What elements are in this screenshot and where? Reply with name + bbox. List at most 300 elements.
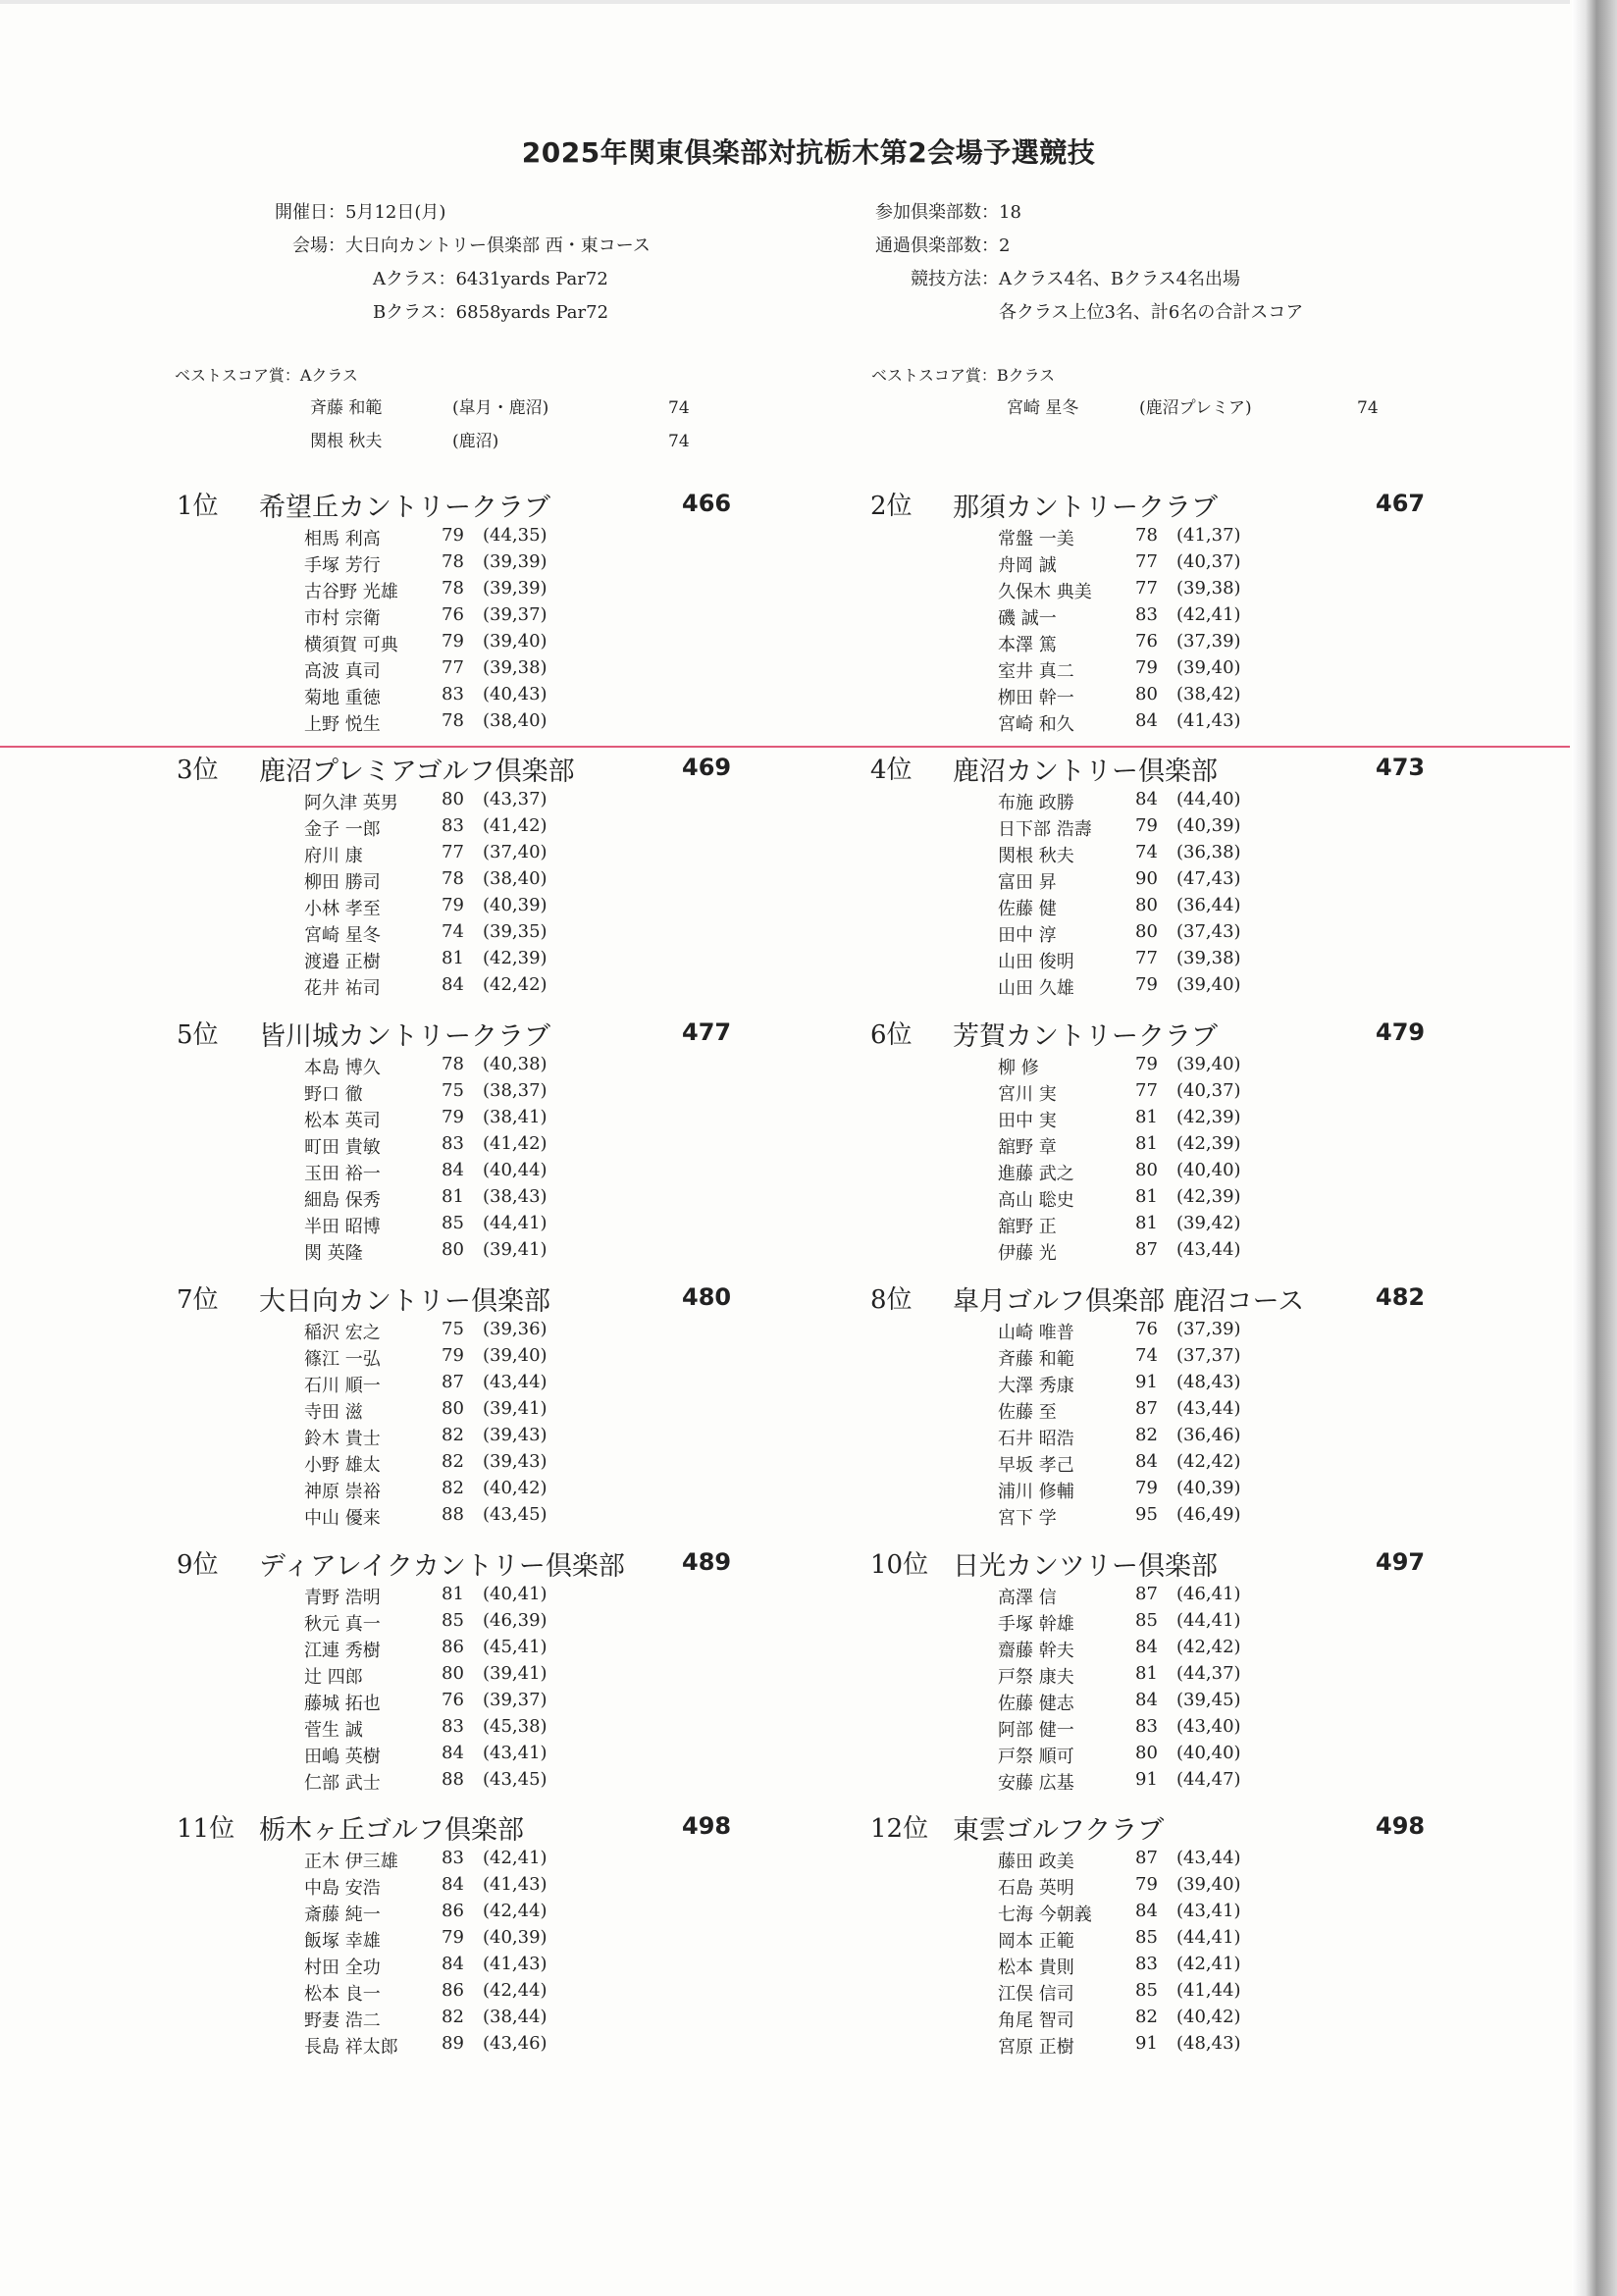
player-name: 阿部 健一 (998, 1720, 1074, 1741)
player-halves: (43,45) (483, 1504, 548, 1525)
player-row (870, 1874, 1557, 1901)
club-name: 鹿沼プレミアゴルフ倶楽部 (259, 757, 575, 787)
player-halves: (40,42) (1176, 2007, 1241, 2027)
player-row (177, 1927, 863, 1954)
player-row (870, 1663, 1557, 1690)
player-name: 手塚 幹雄 (998, 1614, 1074, 1635)
player-row (177, 2007, 863, 2033)
club-rank: 10位 (870, 1550, 929, 1580)
player-name: 栁田 幹一 (998, 688, 1074, 708)
player-halves: (39,43) (483, 1425, 548, 1445)
player-score: 74 (1357, 398, 1379, 418)
player-halves: (39,40) (483, 631, 548, 652)
player-name: 半田 昭博 (304, 1217, 381, 1237)
club-total: 482 (1376, 1283, 1426, 1311)
player-row (177, 1425, 863, 1451)
player-row (177, 551, 863, 578)
player-row (177, 789, 863, 815)
club-header (870, 486, 1557, 525)
club-total: 489 (682, 1548, 732, 1576)
player-name: 佐藤 健志 (998, 1694, 1074, 1714)
player-row (870, 1107, 1557, 1133)
player-row (177, 1504, 863, 1531)
player-halves: (39,38) (483, 657, 548, 678)
player-row (870, 604, 1557, 631)
player-score: 77 (1135, 578, 1158, 599)
club-rank: 6位 (870, 1020, 913, 1050)
info-value: Bクラス：6858yards Par72 (373, 302, 609, 323)
player-score: 83 (442, 1848, 464, 1868)
player-row (177, 1901, 863, 1927)
player-score: 85 (1135, 1927, 1158, 1948)
player-score: 74 (668, 432, 690, 451)
player-halves: (39,41) (483, 1239, 548, 1260)
player-name: 石井 昭浩 (998, 1429, 1074, 1449)
player-score: 74 (1135, 1345, 1158, 1366)
player-halves: (43,40) (1176, 1716, 1241, 1737)
player-halves: (42,41) (483, 1848, 548, 1868)
player-row (177, 1980, 863, 2007)
info-value: 5月12日(月) (345, 202, 446, 223)
player-halves: (46,41) (1176, 1584, 1241, 1604)
player-halves: (43,44) (483, 1372, 548, 1392)
club-name: 大日向カントリー倶楽部 (259, 1286, 550, 1317)
player-row (177, 1874, 863, 1901)
player-score: 83 (442, 815, 464, 836)
player-name: 常盤 一美 (998, 529, 1074, 549)
player-score: 78 (442, 551, 464, 572)
player-row (177, 1954, 863, 1980)
player-row (177, 1478, 863, 1504)
player-name: 戸祭 康夫 (998, 1667, 1074, 1688)
player-score: 84 (1135, 789, 1158, 809)
player-score: 79 (1135, 1478, 1158, 1498)
player-score: 85 (1135, 1610, 1158, 1631)
club-block (177, 1279, 863, 1531)
player-halves: (44,41) (1176, 1610, 1241, 1631)
player-score: 82 (442, 1451, 464, 1472)
player-row (177, 1186, 863, 1213)
player-row (177, 1848, 863, 1874)
club-total: 498 (682, 1812, 732, 1840)
player-halves: (42,44) (483, 1901, 548, 1921)
player-halves: (40,37) (1176, 551, 1241, 572)
player-halves: (42,42) (483, 974, 548, 995)
player-halves: (41,43) (483, 1954, 548, 1974)
player-row (177, 815, 863, 842)
player-score: 89 (442, 2033, 464, 2054)
player-name: 舟岡 誠 (998, 555, 1057, 576)
player-row (177, 684, 863, 710)
player-score: 91 (1135, 1372, 1158, 1392)
club-header (870, 1015, 1557, 1054)
player-row (177, 1769, 863, 1796)
player-halves: (38,43) (483, 1186, 548, 1207)
club-header (870, 1544, 1557, 1584)
player-row (870, 921, 1557, 948)
player-score: 74 (1135, 842, 1158, 862)
player-name: 江連 秀樹 (304, 1641, 381, 1661)
player-halves: (42,39) (1176, 1107, 1241, 1127)
player-name: 野口 徹 (304, 1084, 363, 1105)
player-row (870, 1769, 1557, 1796)
info-value: 大日向カントリー倶楽部 西・東コース (345, 235, 651, 256)
player-score: 77 (1135, 551, 1158, 572)
player-score: 80 (1135, 684, 1158, 704)
player-score: 74 (442, 921, 464, 942)
player-name: 仁部 武士 (304, 1773, 381, 1794)
player-name: 舘野 章 (998, 1137, 1057, 1158)
player-row (870, 2033, 1557, 2060)
player-row (177, 948, 863, 974)
player-score: 88 (442, 1504, 464, 1525)
player-halves: (43,44) (1176, 1398, 1241, 1419)
player-score: 88 (442, 1769, 464, 1790)
player-row (177, 1398, 863, 1425)
player-score: 81 (442, 948, 464, 968)
player-halves: (40,37) (1176, 1080, 1241, 1101)
player-club: (皐月・鹿沼) (452, 398, 549, 418)
player-score: 80 (1135, 921, 1158, 942)
player-halves: (39,38) (1176, 578, 1241, 599)
player-name: 本島 博久 (304, 1058, 381, 1078)
player-row (870, 2007, 1557, 2033)
club-rank: 7位 (177, 1285, 219, 1315)
player-halves: (43,41) (483, 1743, 548, 1763)
club-block (177, 1544, 863, 1796)
club-name: 鹿沼カントリー倶楽部 (953, 757, 1218, 787)
player-score: 87 (1135, 1584, 1158, 1604)
player-name: 篠江 一弘 (304, 1349, 381, 1370)
player-row (177, 1107, 863, 1133)
club-name: 那須カントリークラブ (953, 493, 1218, 523)
player-score: 74 (668, 398, 690, 418)
player-score: 83 (442, 1716, 464, 1737)
player-halves: (39,40) (1176, 1054, 1241, 1074)
player-row (870, 1584, 1557, 1610)
club-rank: 2位 (870, 492, 913, 521)
player-row (177, 525, 863, 551)
player-score: 78 (1135, 525, 1158, 546)
player-score: 83 (1135, 604, 1158, 625)
player-row (177, 657, 863, 684)
player-halves: (44,37) (1176, 1663, 1241, 1684)
player-score: 83 (1135, 1716, 1158, 1737)
player-row (177, 1239, 863, 1266)
player-halves: (37,39) (1176, 631, 1241, 652)
player-halves: (42,44) (483, 1980, 548, 2001)
player-row (870, 1239, 1557, 1266)
club-header (177, 1544, 863, 1584)
info-row-date (218, 196, 651, 230)
player-row (870, 1160, 1557, 1186)
club-total: 480 (682, 1283, 732, 1311)
player-row (177, 2033, 863, 2060)
player-row (177, 842, 863, 868)
info-value: Aクラス4名、Bクラス4名出場 (999, 269, 1241, 289)
player-name: 布施 政勝 (998, 793, 1074, 813)
player-score: 79 (442, 1345, 464, 1366)
player-halves: (42,39) (1176, 1186, 1241, 1207)
best-score-row (871, 393, 1379, 427)
player-score: 80 (442, 1239, 464, 1260)
player-row (870, 1743, 1557, 1769)
best-score-row (175, 393, 690, 427)
player-name: 室井 真二 (998, 661, 1074, 682)
player-halves: (42,39) (1176, 1133, 1241, 1154)
player-name: 阿久津 英男 (304, 793, 398, 813)
player-score: 81 (442, 1186, 464, 1207)
player-name: 七海 今朝義 (998, 1905, 1092, 1925)
player-name: 宮下 学 (998, 1508, 1057, 1529)
player-score: 77 (1135, 1080, 1158, 1101)
player-name: 菅生 誠 (304, 1720, 363, 1741)
player-halves: (44,41) (1176, 1927, 1241, 1948)
player-halves: (36,44) (1176, 895, 1241, 915)
player-name: 舘野 正 (998, 1217, 1057, 1237)
player-row (177, 578, 863, 604)
player-halves: (38,37) (483, 1080, 548, 1101)
player-name: 佐藤 健 (998, 899, 1057, 919)
player-halves: (37,40) (483, 842, 548, 862)
info-label: 競技方法： (911, 269, 999, 289)
player-halves: (39,38) (1176, 948, 1241, 968)
club-header (177, 486, 863, 525)
player-name: 藤城 拓也 (304, 1694, 381, 1714)
player-name: 齋藤 幹夫 (998, 1641, 1074, 1661)
player-score: 76 (1135, 1319, 1158, 1339)
player-name: 柳 修 (998, 1058, 1039, 1078)
player-row (870, 1504, 1557, 1531)
player-halves: (40,39) (1176, 815, 1241, 836)
player-score: 78 (442, 578, 464, 599)
club-rank: 8位 (870, 1285, 913, 1315)
player-score: 83 (442, 684, 464, 704)
player-halves: (39,37) (483, 604, 548, 625)
player-name: 村田 全功 (304, 1957, 381, 1978)
player-halves: (40,40) (1176, 1160, 1241, 1180)
player-name: 手塚 芳行 (304, 555, 381, 576)
player-name: 稲沢 宏之 (304, 1323, 381, 1343)
player-halves: (39,40) (1176, 974, 1241, 995)
player-row (177, 1690, 863, 1716)
player-name: 斉藤 和範 (998, 1349, 1074, 1370)
best-score-a (175, 363, 690, 460)
player-halves: (38,40) (483, 868, 548, 889)
club-name: ディアレイクカントリー倶楽部 (259, 1551, 625, 1582)
player-row (870, 631, 1557, 657)
player-halves: (44,47) (1176, 1769, 1241, 1790)
player-name: 小野 雄太 (304, 1455, 381, 1476)
player-name: 宮崎 星冬 (1007, 398, 1079, 418)
player-row (870, 1927, 1557, 1954)
player-score: 84 (442, 974, 464, 995)
player-name: 柳田 勝司 (304, 872, 381, 893)
player-row (870, 1690, 1557, 1716)
player-name: 渡邉 正樹 (304, 952, 381, 972)
player-halves: (36,46) (1176, 1425, 1241, 1445)
player-halves: (41,42) (483, 1133, 548, 1154)
club-rank: 5位 (177, 1020, 219, 1050)
player-score: 82 (1135, 2007, 1158, 2027)
club-block (177, 750, 863, 1001)
club-block (870, 1808, 1557, 2060)
player-name: 石島 英明 (998, 1878, 1074, 1899)
player-halves: (38,42) (1176, 684, 1241, 704)
player-name: 菊地 重徳 (304, 688, 381, 708)
player-row (177, 1345, 863, 1372)
player-row (177, 631, 863, 657)
player-name: 古谷野 光雄 (304, 582, 398, 602)
player-halves: (38,44) (483, 2007, 548, 2027)
player-score: 91 (1135, 1769, 1158, 1790)
player-row (870, 1133, 1557, 1160)
player-score: 86 (442, 1637, 464, 1657)
player-score: 75 (442, 1080, 464, 1101)
player-row (177, 895, 863, 921)
player-score: 80 (442, 1398, 464, 1419)
club-block (870, 750, 1557, 1001)
player-name: 山田 俊明 (998, 952, 1074, 972)
player-row (870, 895, 1557, 921)
player-halves: (39,42) (1176, 1213, 1241, 1233)
info-value: 18 (999, 202, 1021, 223)
player-halves: (37,43) (1176, 921, 1241, 942)
player-halves: (42,42) (1176, 1637, 1241, 1657)
player-name: 正木 伊三雄 (304, 1852, 398, 1872)
player-halves: (40,38) (483, 1054, 548, 1074)
club-total: 473 (1376, 754, 1426, 781)
player-name: 戸祭 順可 (998, 1747, 1074, 1767)
player-score: 78 (442, 1054, 464, 1074)
player-halves: (37,37) (1176, 1345, 1241, 1366)
club-header (870, 750, 1557, 789)
player-halves: (38,40) (483, 710, 548, 731)
player-row (177, 921, 863, 948)
club-rank: 1位 (177, 492, 219, 521)
player-row (870, 710, 1557, 737)
player-score: 82 (442, 1478, 464, 1498)
player-name: 斎藤 純一 (304, 1905, 381, 1925)
player-row (177, 1160, 863, 1186)
player-club: (鹿沼プレミア) (1139, 398, 1252, 418)
player-name: 田嶋 英樹 (304, 1747, 381, 1767)
player-halves: (39,41) (483, 1663, 548, 1684)
player-score: 80 (442, 789, 464, 809)
player-score: 79 (442, 525, 464, 546)
player-score: 80 (1135, 1160, 1158, 1180)
player-name: 飯塚 幸雄 (304, 1931, 381, 1952)
player-row (177, 1584, 863, 1610)
player-score: 78 (442, 710, 464, 731)
player-name: 高澤 信 (998, 1588, 1057, 1608)
player-score: 91 (1135, 2033, 1158, 2054)
club-name: 東雲ゴルフクラブ (953, 1815, 1165, 1846)
player-score: 77 (442, 657, 464, 678)
player-name: 安藤 広基 (998, 1773, 1074, 1794)
player-score: 86 (442, 1980, 464, 2001)
player-name: 高波 真司 (304, 661, 381, 682)
player-row (870, 1451, 1557, 1478)
player-row (870, 1372, 1557, 1398)
player-halves: (43,44) (1176, 1848, 1241, 1868)
best-score-heading: ベストスコア賞：Bクラス (871, 366, 1056, 385)
player-halves: (39,39) (483, 578, 548, 599)
player-halves: (39,43) (483, 1451, 548, 1472)
player-row (870, 1345, 1557, 1372)
player-halves: (40,39) (483, 895, 548, 915)
player-row (870, 657, 1557, 684)
player-halves: (39,45) (1176, 1690, 1241, 1710)
player-name: 斉藤 和範 (310, 398, 383, 418)
player-halves: (36,38) (1176, 842, 1241, 862)
player-halves: (44,41) (483, 1213, 548, 1233)
info-row-venue (218, 230, 651, 263)
player-name: 細島 保秀 (304, 1190, 381, 1211)
player-name: 田中 淳 (998, 925, 1057, 946)
player-score: 79 (1135, 1054, 1158, 1074)
player-halves: (39,37) (483, 1690, 548, 1710)
player-name: 長島 祥太郎 (304, 2037, 398, 2058)
player-row (870, 1980, 1557, 2007)
info-row-a-class (218, 263, 651, 296)
player-row (177, 1716, 863, 1743)
player-name: 浦川 修輔 (998, 1482, 1074, 1502)
player-row (177, 710, 863, 737)
player-name: 中島 安浩 (304, 1878, 381, 1899)
player-name: 秋元 真一 (304, 1614, 381, 1635)
player-score: 83 (442, 1133, 464, 1154)
club-block (870, 486, 1557, 737)
player-name: 山田 久雄 (998, 978, 1074, 999)
player-name: 中山 優来 (304, 1508, 381, 1529)
club-name: 日光カンツリー倶楽部 (953, 1551, 1218, 1582)
player-name: 久保木 典美 (998, 582, 1092, 602)
player-score: 81 (442, 1584, 464, 1604)
player-halves: (42,39) (483, 948, 548, 968)
club-block (870, 1544, 1557, 1796)
player-name: 磯 誠一 (998, 608, 1057, 629)
player-row (177, 1637, 863, 1663)
player-row (870, 842, 1557, 868)
player-row (177, 1054, 863, 1080)
info-label: 開催日： (275, 202, 345, 223)
player-row (177, 1610, 863, 1637)
player-halves: (40,41) (483, 1584, 548, 1604)
player-halves: (43,37) (483, 789, 548, 809)
player-score: 76 (442, 1690, 464, 1710)
player-name: 高山 聡史 (998, 1190, 1074, 1211)
player-name: 関根 秋夫 (998, 846, 1074, 866)
scan-pink-line (0, 746, 1570, 748)
player-score: 82 (442, 1425, 464, 1445)
player-name: 岡本 正範 (998, 1931, 1074, 1952)
player-score: 79 (442, 1107, 464, 1127)
player-name: 角尾 智司 (998, 2010, 1074, 2031)
player-name: 金子 一郎 (304, 819, 381, 840)
club-block (870, 1279, 1557, 1531)
player-name: 松本 英司 (304, 1111, 381, 1131)
best-score-row (175, 427, 690, 460)
player-score: 86 (442, 1901, 464, 1921)
player-club: (鹿沼) (452, 432, 499, 451)
club-total: 467 (1376, 490, 1426, 517)
player-name: 進藤 武之 (998, 1164, 1074, 1184)
player-row (177, 604, 863, 631)
player-score: 95 (1135, 1504, 1158, 1525)
club-total: 479 (1376, 1018, 1426, 1046)
player-score: 84 (1135, 1690, 1158, 1710)
